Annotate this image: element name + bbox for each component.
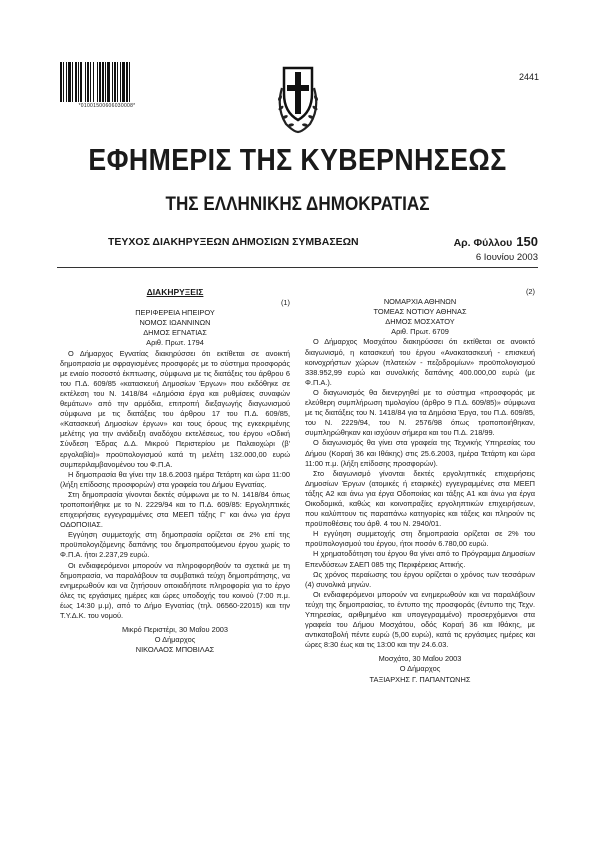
sign-role: Ο Δήμαρχος (154, 635, 196, 645)
sign-name: ΝΙΚΟΛΑΟΣ ΜΠΟΒΙΛΑΣ (135, 645, 215, 655)
notice-paragraph: Ο διαγωνισμός θα γίνει στα γραφεία της Τεχνικής Υπηρεσίας του Δήμου (Κοραή 36 και Ιθάκης) στις 25.6.2003, ημέρα Τετάρτη και ώρα 11:00 π.μ. (λήξη επίδοσης προσφορών). (305, 438, 535, 468)
notice-paragraph: Στη δημοπρασία γίνονται δεκτές σύμφωνα με το Ν. 1418/84 όπως τροποποιήθηκε με το Ν. 2229/94 και το Π.Δ. 609/85: Εργοληπτικές επιχειρήσεις εγγεγραμμένες στα ΜΕΕΠ τάξης Γ' και άνω για έργα ΟΔΟΠΟΙΙΑΣ. (60, 489, 290, 530)
issue-date: 6 Ιουνίου 2003 (475, 252, 538, 263)
protocol-number: Αριθ. Πρωτ. 6709 (391, 327, 449, 337)
notice-paragraph: Στο διαγωνισμό γίνονται δεκτές εργοληπτικές επιχειρήσεις Δημοσίων Έργων (ατομικές ή εταιρικές) εγγεγραμμένες στα ΜΕΕΠ τάξης Α2 και άνω για έργα Οδοποιίας και τάξης Α1 και άνω για έργα Οικοδομικά, καθώς και κοινοπραξίες εργοληπτικών επιχειρήσεων, που καλύπτουν τις παραπάνω κατηγορίες και τάξεις και πληρούν τις προϋποθέσεις του άρθ. 4 του Ν. 2940/01. (305, 468, 535, 529)
sign-place-date: Μοσχάτο, 30 Μαΐου 2003 (378, 654, 462, 664)
authority-line: ΝΟΜΑΡΧΙΑ ΑΘΗΝΩΝ (383, 297, 457, 307)
sheet-number-label: Αρ. Φύλλου (453, 237, 513, 249)
barcode-number: *01001500606030008* (78, 103, 136, 109)
notice-paragraph: Η δημοπρασία θα γίνει την 18.6.2003 ημέρα Τετάρτη και ώρα 11:00 (λήξη επίδοσης προσφορών) στα γραφεία του Δήμου Εγνατίας. (60, 469, 290, 489)
notice-paragraph: Εγγύηση συμμετοχής στη δημοπρασία ορίζεται σε 2% επί της προϋπολογιζόμενης δαπάνης του δημοπρατούμενου έργου χωρίς το Φ.Π.Α. ήτοι 2.237,29 ευρώ. (60, 530, 290, 560)
sheet-number (454, 234, 538, 249)
authority-line: ΔΗΜΟΣ ΜΟΣΧΑΤΟΥ (385, 317, 455, 327)
notice-paragraph: Η χρηματοδότηση του έργου θα γίνει από το Πρόγραμμα Δημοσίων Επενδύσεων ΣΑΕΠ 085 της Περιφέρειας Αττικής. (305, 549, 535, 569)
header-divider (57, 267, 538, 268)
authority-line: ΠΕΡΙΦΕΡΕΙΑ ΗΠΕΙΡΟΥ (135, 308, 215, 318)
notice-paragraph: Ως χρόνος περαίωσης του έργου ορίζεται ο χρόνος των τεσσάρων (4) συνολικά μηνών. (305, 569, 535, 589)
sign-name: ΤΑΞΙΑΡΧΗΣ Γ. ΠΑΠΑΝΤΩΝΗΣ (369, 674, 471, 684)
issue-series: ΤΕΥΧΟΣ ΔΙΑΚΗΡΥΞΕΩΝ ΔΗΜΟΣΙΩΝ ΣΥΜΒΑΣΕΩΝ (108, 236, 359, 248)
barcode (60, 62, 154, 102)
sign-role: Ο Δήμαρχος (399, 664, 441, 674)
notice-paragraph: Ο διαγωνισμός θα διενεργηθεί με το σύστημα «προσφοράς με ελεύθερη συμπλήρωση τιμολογίου (άρθρο 9 Π.Δ. 609/85)» σύμφωνα με τις διατάξεις του Ν. 1418/84 για τα Δημόσια Έργα, του Π.Δ. 609/85, του Ν. 2229/94, του Ν. 2576/98 όπως τροποποιήθηκαν, συμπληρώθηκαν και ισχύουν σήμερα και του Π.Δ. 218/99. (305, 387, 535, 438)
sheet-number-value: 150 (516, 234, 538, 249)
notice-paragraph: Ο Δήμαρχος Εγνατίας διακηρύσσει ότι εκτίθεται σε ανοικτή δημοπρασία με σφραγισμένες προσφορές με το σύστημα προσφοράς με ενιαίο ποσοστό έκπτωσης, σύμφωνα με τις διατάξεις του άρθρου 6 του Π.Δ. 609/85 «κατασκευή Δημοσίων Έργων» που εκδόθηκε σε εκτέλεση του Ν. 1418/84 «Δημόσια έργα και ρυθμίσεις συναφών θεμάτων» από την αρμόδια, επιτροπή διεξαγωγής διαγωνισμού σύμφωνα με τις διατάξεις του άρθρου 17 του Π.Δ. 609/85, «Κατασκευή Δημοσίων έργων» και τους όρους της εγκεκριμένης μελέτης για την ανάδειξη αναδόχου εκτελέσεως, του έργου «Οδική Σύνδεση Έδρας Δ.Δ. Μικρού Περιστερίου με Παλαιοχώρι (β' εργολαβία)» προϋπολογισμού κατά τη μελέτη 132.000,00 ευρώ συμπεριλαμβανομένου του Φ.Π.Α. (60, 348, 290, 469)
page-number: 2441 (518, 72, 539, 82)
notice-paragraph: Οι ενδιαφερόμενοι μπορούν να πληροφορηθούν τα σχετικά με τη δημοπρασία, να παραλάβουν τα συμβατικά τεύχη δημοπράτησης, να ενημερωθούν και να ζητήσουν οποιαδήποτε πληροφορία για το έργο όλες τις εργάσιμες ημέρες και ώρες υποδοχής του κοινού (7:00 π.μ. έως 14:30 μ.μ), από το Δήμο Εγνατίας (τηλ. 06560-22015) και την Τ.Υ.Δ.Κ. του νομού. (60, 560, 290, 620)
section-title: ΔΙΑΚΗΡΥΞΕΙΣ (146, 287, 204, 297)
gazette-subtitle: ΤΗΣ ΕΛΛΗΝΙΚΗΣ ΔΗΜΟΚΡΑΤΙΑΣ (165, 194, 430, 215)
notice-2 (305, 287, 535, 685)
notice-paragraph: Οι ενδιαφερόμενοι μπορούν να ενημερωθούν και να παραλάβουν τεύχη της δημοπρασίας, το έντυπο της προσφοράς (έντυπο της Τεχν. Υπηρεσίας, αριθμημένο και υπογεγραμμένο) προσερχόμενοι στα γραφεία του Δήμου Μοσχάτου, οδός Κοραή 36 και Ιθάκης, με αντικαταβολή πέντε ευρώ (5,00 ευρώ), κατά τις εργάσιμες ημέρες και ώρες 8:30 έως και τις 13:00 και την 24.6.03. (305, 589, 535, 650)
authority-line: ΔΗΜΟΣ ΕΓΝΑΤΙΑΣ (143, 328, 207, 338)
notice-number: (1) (280, 298, 290, 308)
notice-1 (60, 287, 290, 655)
notice-paragraph: Ο Δήμαρχος Μοσχάτου διακηρύσσει ότι εκτίθεται σε ανοικτό διαγωνισμό, η κατασκευή του έργου «Ανακατασκευή - επισκευή κοινοχρήστων χώρων (πλατειών - πεζοδρομίων» προϋπολογισμού 338.952,99 ευρώ και συνολικής δαπάνης 400.000,00 ευρώ (με Φ.Π.Α.). (305, 337, 535, 387)
authority-line: ΤΟΜΕΑΣ ΝΟΤΙΟΥ ΑΘΗΝΑΣ (373, 307, 467, 317)
authority-line: ΝΟΜΟΣ ΙΩΑΝΝΙΝΩΝ (139, 318, 211, 328)
notice-paragraph: Η εγγύηση συμμετοχής στη δημοπρασία ορίζεται σε 2% του προϋπολογισμού του έργου, ήτοι ποσόν 6.780,00 ευρώ. (305, 529, 535, 549)
coat-of-arms-emblem-icon (272, 58, 324, 134)
gazette-title: ΕΦΗΜΕΡΙΣ ΤΗΣ ΚΥΒΕΡΝΗΣΕΩΣ (88, 142, 507, 177)
notice-number: (2) (525, 287, 535, 296)
sign-place-date: Μικρό Περιστέρι, 30 Μαΐου 2003 (121, 625, 229, 635)
protocol-number: Αριθ. Πρωτ. 1794 (146, 338, 204, 348)
